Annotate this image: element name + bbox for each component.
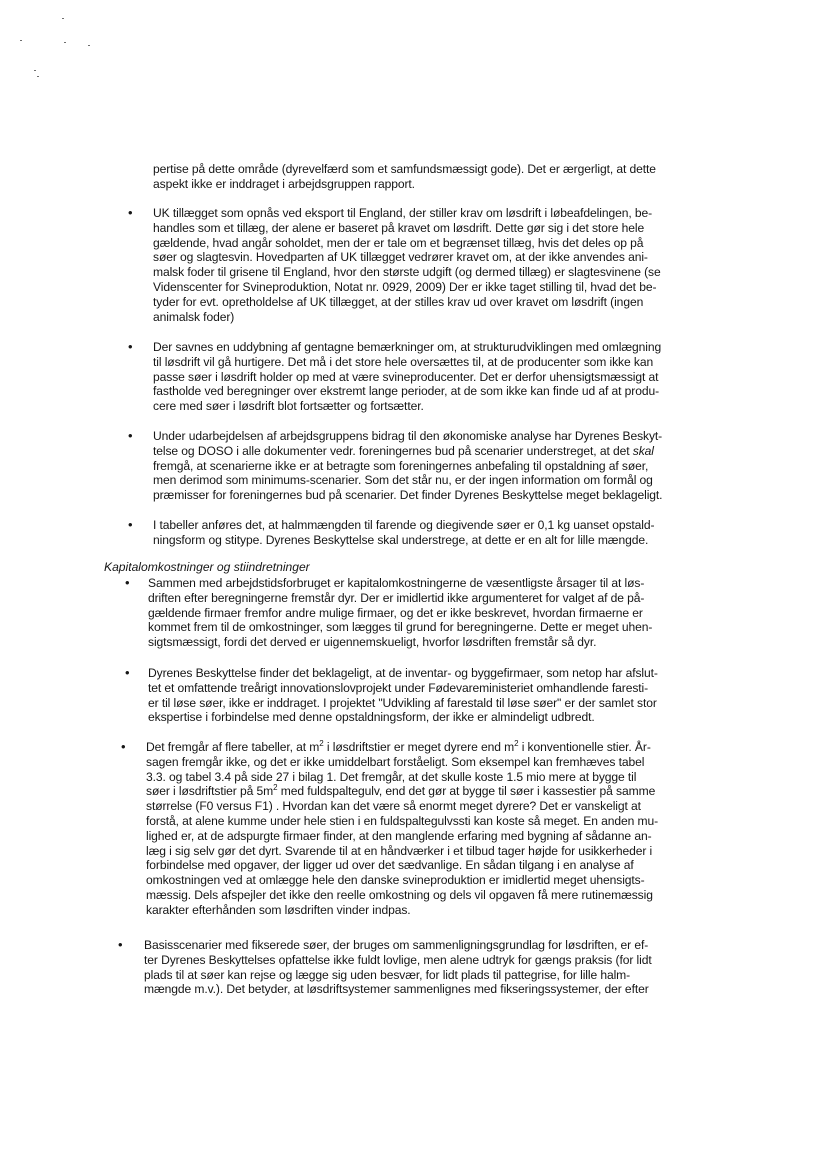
italic-emphasis: skal [632,443,654,458]
bullet-glyph: • [128,205,133,220]
scan-speck [37,76,39,77]
bullet-paragraph-halmmaengde: I tabeller anføres det, at halmmængden til farende og diegivende søer er 0,1 kg uanset opstald- ningsform og stitype. Dyrenes Beskyttelse skal understrege, at dette er en alt for lille mængde. [153,518,655,547]
bullet-paragraph-tabeller: Det fremgår af flere tabeller, at $m^2$ i løsdriftstier er meget dyrere end $m^2$ i konventionelle stier. År- sagen fremgår ikke, og det er ikke umiddelbart forståeligt. Som eksempel kan fremhæves tabel 3.3. og tabel 3.4 på side 27 i bilag 1. Det fremgår, at det skulle koste 1.5 mio mere at bygge til søer i løsdriftstier på $5m^2$ med fuldspaltegulv, end det gør at bygge til søer i kassestier på samme størrelse (F0 versus F1) . Hvordan kan det være så enormt meget dyrere? Det er vanskeligt at forstå, at alene kumme under hele stien i en fuldspaltegulvssti kan koste så meget. En anden mu- lighed er, at de adspurgte firmaer finder, at den manglende erfaring med bygning af sådanne an- læg i sig selv gør det dyrt. Svarende til at en håndværker i et tilbud tager højde for usikkerheder i forbindelse med opgaver, der ligger ud over det sædvanlige. En sådan tilgang i en analyse af omkostningen ved at omlægge hele den danske svineproduktion er imidlertid meget uhensigts- mæssig. Dels afspejler det ikke den reelle omkostning og dels vil opgaven få mere rutinemæssig karakter efterhånden som løsdriften vinder indpas. [146,738,659,917]
bullet-paragraph-basisscenarier: Basisscenarier med fikserede søer, der bruges om sammenligningsgrundlag for løsdriften, er ef- ter Dyrenes Beskyttelses opfattelse ikke fuldt lovlige, men alene udtryk for gængs praksis (for lidt plads til at søer kan rejse og lægge sig uden besvær, for lidt plads til pattegrise, for lille halm- mængde m.v.). Det betyder, at løsdriftsystemer sammenlignes med fikseringssystemer, der efter [144,938,652,997]
bullet-glyph: • [128,339,133,354]
scan-speck [34,70,36,71]
intro-paragraph: pertise på dette område (dyrevelfærd som et samfundsmæssigt gode). Det er ærgerligt, at dette aspekt ikke er inddraget i arbejdsgruppen rapport. [153,162,656,191]
bullet-glyph: • [121,739,126,754]
section-heading: Kapitalomkostninger og stiindretninger [104,560,310,574]
bullet-glyph: • [125,665,130,680]
bullet-paragraph-scenarier: Under udarbejdelsen af arbejdsgruppens bidrag til den økonomiske analyse har Dyrenes Beskyt- telse og DOSO i alle dokumenter vedr. foreningernes bud på scenarier understreget, at det skal fremgå, at scenarierne ikke er at betragte som foreningernes anbefaling til opstaldning af søer, men derimod som minimums-scenarier. Som det står nu, er der ingen information om formål og præmisser for foreningernes bud på scenarier. Det finder Dyrenes Beskyttelse meget beklageligt. [153,429,663,503]
superscript: 2 [319,738,324,748]
bullet-glyph: • [128,517,133,532]
superscript: 2 [273,783,278,793]
scan-speck [20,40,22,41]
superscript: 2 [514,738,519,748]
bullet-paragraph-uk-tillaeg: UK tillægget som opnås ved eksport til England, der stiller krav om løsdrift i løbeafdelingen, be- handles som et tillæg, der alene er baseret på kravet om løsdrift. Dette gør sig i det store hele gældende, hvad angår soholdet, men der er tale om et begrænset tillæg, hvis det deles op på søer og slagtesvin. Hovedparten af UK tillægget vedrører kravet om, at der ikke anvendes ani- malsk foder til grisene til England, hvor den største udgift (og dermed tillæg) er slagtesvinene (se Videnscenter for Svineproduktion, Notat nr. 0929, 2009) Der er ikke taget stilling til, hvad det be- tyder for evt. opretholdelse af UK tillægget, at der stilles krav ud over kravet om løsdrift (ingen animalsk foder) [153,206,661,324]
bullet-paragraph-kapitalomkostninger: Sammen med arbejdstidsforbruget er kapitalomkostningerne de væsentligste årsager til at løs- driften efter beregningerne fremstår dyr. Der er imidlertid ikke argumenteret for valget af de på- gældende firmaer fremfor andre mulige firmaer, og det er ikke beskrevet, hvordan firmaerne er kommet frem til de omkostninger, som lægges til grund for beregningerne. Dette er meget uhen- sigtsmæssigt, fordi det derved er uigennemskueligt, hvorfor løsdriften fremstår så dyr. [148,576,653,650]
bullet-paragraph-inventarfirmaer: Dyrenes Beskyttelse finder det beklageligt, at de inventar- og byggefirmaer, som netop har afslut- tet et omfattende treårigt innovationslovprojekt under Fødevareministeriet omhandlende faresti- er til løse søer, ikke er inddraget. I projektet "Udvikling af farestald til løse søer" er der samlet stor ekspertise i forbindelse med denne opstaldningsform, der ikke er almindeligt udbredt. [148,666,658,725]
bullet-paragraph-strukturudvikling: Der savnes en uddybning af gentagne bemærkninger om, at strukturudviklingen med omlægning til løsdrift vil gå hurtigere. Det må i det store hele oversættes til, at de producenter som ikke kan passe søer i løsdrift holder op med at være svineproducenter. Det er derfor uhensigtsmæssigt at fastholde ved beregninger over ekstremt lange perioder, at de som ikke kan finde ud af at produ- cere med søer i løsdrift blot fortsætter og fortsætter. [153,340,662,414]
scan-speck [64,42,66,43]
bullet-glyph: • [118,937,123,952]
scan-speck [88,45,90,46]
bullet-glyph: • [125,575,130,590]
bullet-glyph: • [128,428,133,443]
scan-speck [62,18,64,19]
